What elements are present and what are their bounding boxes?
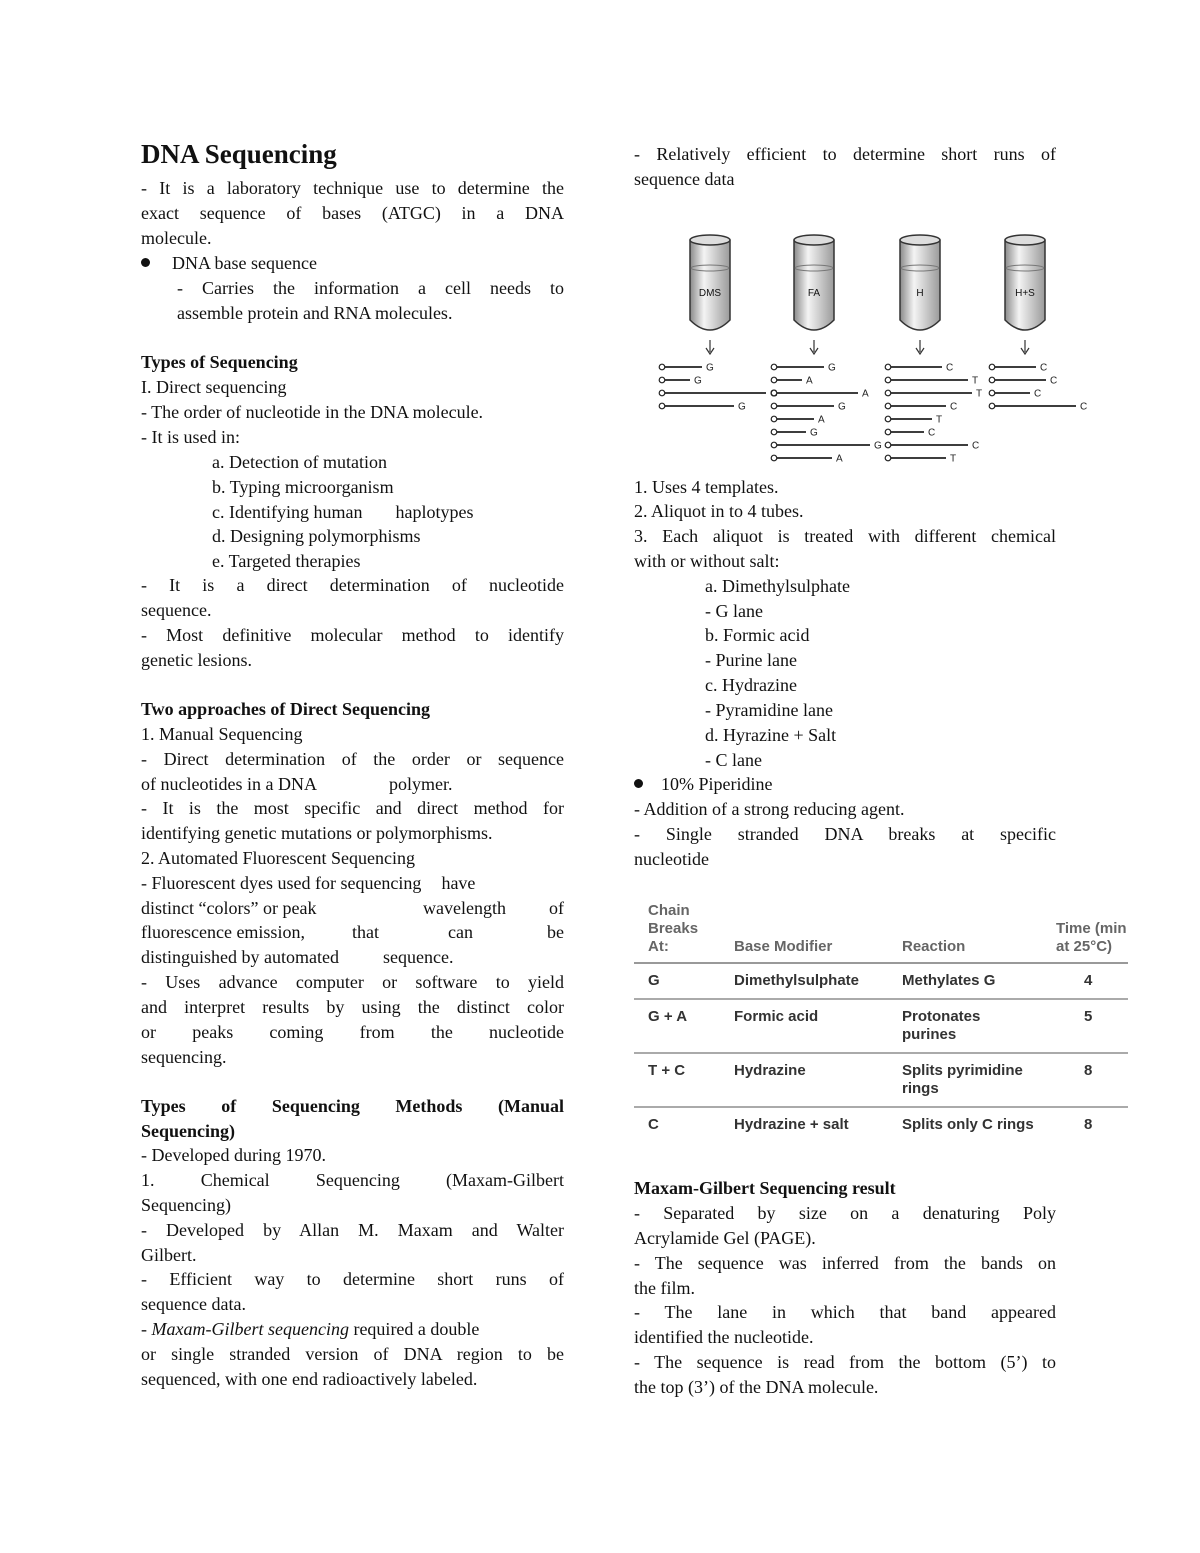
- label-dot: [771, 364, 777, 370]
- fragment-base: T: [950, 453, 957, 465]
- fragment-lane-1: [771, 363, 882, 465]
- chemical-item: - Pyramidine lane: [705, 700, 833, 720]
- tube-3: [1005, 235, 1045, 354]
- fragment-base: A: [836, 453, 843, 465]
- text-line: fluorescence emission, that can be: [141, 922, 564, 942]
- tube-2: [900, 235, 940, 354]
- section-heading: Types of Sequencing Methods (Manual: [141, 1096, 564, 1116]
- text-line: sequence data: [634, 169, 735, 189]
- fragment-base: C: [950, 401, 958, 413]
- text-line: or peaks coming from the nucleotide: [141, 1022, 564, 1042]
- label-dot: [885, 442, 891, 448]
- text-line: - Separated by size on a denaturing Poly: [634, 1203, 1056, 1223]
- list-item: c. Identifying human haplotypes: [212, 502, 474, 522]
- fragment-base: C: [1080, 401, 1088, 413]
- text-line: of nucleotides in a DNA polymer.: [141, 774, 453, 794]
- step-line: 2. Aliquot in to 4 tubes.: [634, 501, 804, 521]
- label-dot: [989, 364, 995, 370]
- bullet-item: DNA base sequence: [141, 251, 317, 276]
- text-line: - It is used in:: [141, 427, 240, 447]
- text-line: or single stranded version of DNA region to be: [141, 1344, 564, 1364]
- fragment-base: T: [972, 375, 979, 387]
- step-line: 3. Each aliquot is treated with different chemical: [634, 526, 1056, 546]
- text-line: sequence.: [141, 600, 212, 620]
- text-line: - Most definitive molecular method to identify: [141, 625, 564, 645]
- fragment-base: C: [928, 427, 936, 439]
- label-dot: [885, 455, 891, 461]
- fragment-base: G: [838, 401, 846, 413]
- chemical-item: a. Dimethylsulphate: [705, 576, 850, 596]
- fragment-base: A: [862, 388, 869, 400]
- text-line: - The sequence is read from the bottom (5’) to: [634, 1352, 1056, 1372]
- chemical-item: - Purine lane: [705, 650, 797, 670]
- text-line: - Direct determination of the order or sequence: [141, 749, 564, 769]
- fragment-base: C: [1050, 375, 1058, 387]
- text-line: 1. Manual Sequencing: [141, 724, 303, 744]
- section-heading: Two approaches of Direct Sequencing: [141, 699, 431, 719]
- label-dot: [989, 403, 995, 409]
- table-row: G + A Formic acid Protonates purines 5: [634, 999, 1128, 1053]
- tube-label: H: [916, 288, 924, 299]
- tube-0: [690, 235, 730, 354]
- fragment-base: T: [976, 388, 983, 400]
- bullet-sub-line: - Carries the information a cell needs to: [177, 278, 564, 298]
- section-heading: Maxam-Gilbert Sequencing result: [634, 1178, 896, 1198]
- bullet-sub-line: assemble protein and RNA molecules.: [177, 303, 453, 323]
- text-line: distinguished by automated sequence.: [141, 947, 454, 967]
- bullet-icon: [634, 779, 643, 788]
- text-line: - Developed by Allan M. Maxam and Walter: [141, 1220, 564, 1240]
- text-line: the top (3’) of the DNA molecule.: [634, 1377, 879, 1397]
- step-line: 1. Uses 4 templates.: [634, 477, 779, 497]
- text-line: sequence data.: [141, 1294, 246, 1314]
- label-dot: [885, 364, 891, 370]
- label-dot: [659, 364, 665, 370]
- tube-label: FA: [807, 288, 821, 299]
- label-dot: [771, 403, 777, 409]
- label-dot: [989, 390, 995, 396]
- table-header: Reaction: [888, 898, 1037, 963]
- text-line: - The lane in which that band appeared: [634, 1302, 1056, 1322]
- section-heading: Sequencing): [141, 1121, 236, 1141]
- table-row: T + C Hydrazine Splits pyrimidine rings 8: [634, 1053, 1128, 1107]
- fragment-base: C: [1034, 388, 1042, 400]
- text-line: - It is a direct determination of nucleotide: [141, 575, 564, 595]
- fragment-lane-2: [885, 363, 982, 465]
- text-line: nucleotide: [634, 849, 709, 869]
- text-line: identified the nucleotide.: [634, 1327, 814, 1347]
- fragment-base: A: [818, 414, 825, 426]
- fragment-base: T: [936, 414, 943, 426]
- text-line: I. Direct sequencing: [141, 377, 287, 397]
- chemical-item: - C lane: [705, 750, 762, 770]
- label-dot: [885, 390, 891, 396]
- fragment-base: A: [806, 375, 813, 387]
- label-dot: [771, 416, 777, 422]
- list-item: a. Detection of mutation: [212, 452, 387, 472]
- bullet-icon: [141, 258, 150, 267]
- text-line: distinct “colors” or peak wavelength of: [141, 898, 564, 918]
- section-heading: Types of Sequencing: [141, 352, 298, 372]
- label-dot: [659, 390, 665, 396]
- list-item: e. Targeted therapies: [212, 551, 361, 571]
- fragment-base: G: [706, 362, 714, 374]
- label-dot: [771, 455, 777, 461]
- fragment-base: G: [874, 440, 882, 452]
- text-line: - Relatively efficient to determine short runs of: [634, 144, 1056, 164]
- chemical-item: - G lane: [705, 601, 763, 621]
- label-dot: [659, 377, 665, 383]
- fragment-base: C: [946, 362, 954, 374]
- text-line: - Single stranded DNA breaks at specific: [634, 824, 1056, 844]
- maxam-gilbert-figure: [650, 228, 1100, 468]
- label-dot: [885, 377, 891, 383]
- text-line: Gilbert.: [141, 1245, 197, 1265]
- table-header: Time (min at 25°C): [1037, 898, 1128, 963]
- text-line: - The sequence was inferred from the bands on: [634, 1253, 1056, 1273]
- chemical-item: c. Hydrazine: [705, 675, 797, 695]
- text-line: the film.: [634, 1278, 695, 1298]
- text-line: - Maxam-Gilbert sequencing required a double: [141, 1319, 480, 1339]
- text-line: 1. Chemical Sequencing (Maxam-Gilbert: [141, 1170, 564, 1190]
- chemical-item: d. Hyrazine + Salt: [705, 725, 837, 745]
- intro-line: exact sequence of bases (ATGC) in a DNA: [141, 203, 564, 223]
- fragment-base: G: [810, 427, 818, 439]
- bullet-item: 10% Piperidine: [634, 772, 772, 797]
- text-line: 2. Automated Fluorescent Sequencing: [141, 848, 415, 868]
- table-row: G Dimethylsulphate Methylates G 4: [634, 963, 1128, 999]
- text-line: and interpret results by using the distinct color: [141, 997, 564, 1017]
- label-dot: [771, 429, 777, 435]
- table-header-row: [634, 898, 1128, 963]
- text-line: sequencing.: [141, 1047, 227, 1067]
- tube-label: H+S: [1015, 288, 1035, 299]
- step-line: with or without salt:: [634, 551, 780, 571]
- fragment-base: G: [828, 362, 836, 374]
- text-line: - The order of nucleotide in the DNA molecule.: [141, 402, 484, 422]
- table-row: C Hydrazine + salt Splits only C rings 8: [648, 1116, 1093, 1133]
- label-dot: [885, 429, 891, 435]
- chemical-item: b. Formic acid: [705, 625, 810, 645]
- text-line: - Fluorescent dyes used for sequencing have: [141, 873, 476, 893]
- table-header: Base Modifier: [720, 898, 888, 963]
- label-dot: [659, 403, 665, 409]
- fragment-lane-3: [989, 363, 1087, 413]
- label-dot: [885, 403, 891, 409]
- text-line: genetic lesions.: [141, 650, 252, 670]
- text-line: Sequencing): [141, 1195, 231, 1215]
- table-header: Chain Breaks At:: [634, 898, 720, 963]
- text-line: - Addition of a strong reducing agent.: [634, 799, 905, 819]
- reaction-table: [634, 898, 1128, 1142]
- list-item: d. Designing polymorphisms: [212, 526, 421, 546]
- text-line: - Efficient way to determine short runs of: [141, 1269, 564, 1289]
- label-dot: [885, 416, 891, 422]
- text-line: - Developed during 1970.: [141, 1145, 326, 1165]
- intro-line: - It is a laboratory technique use to determine the: [141, 178, 564, 198]
- fragment-base: G: [738, 401, 746, 413]
- fragment-lane-0: [659, 363, 778, 413]
- intro-line: molecule.: [141, 228, 212, 248]
- text-line: Acrylamide Gel (PAGE).: [634, 1228, 816, 1248]
- fragment-base: C: [1040, 362, 1048, 374]
- text-line: identifying genetic mutations or polymorphisms.: [141, 823, 493, 843]
- text-line: sequenced, with one end radioactively labeled.: [141, 1369, 478, 1389]
- list-item: b. Typing microorganism: [212, 477, 394, 497]
- fragment-base: G: [694, 375, 702, 387]
- label-dot: [989, 377, 995, 383]
- tube-1: [794, 235, 834, 354]
- tube-label: DMS: [698, 288, 722, 299]
- fragment-base: C: [972, 440, 980, 452]
- text-line: - It is the most specific and direct method for: [141, 798, 564, 818]
- label-dot: [771, 442, 777, 448]
- label-dot: [771, 390, 777, 396]
- page-title: DNA Sequencing: [141, 139, 337, 169]
- text-line: - Uses advance computer or software to yield: [141, 972, 564, 992]
- label-dot: [771, 377, 777, 383]
